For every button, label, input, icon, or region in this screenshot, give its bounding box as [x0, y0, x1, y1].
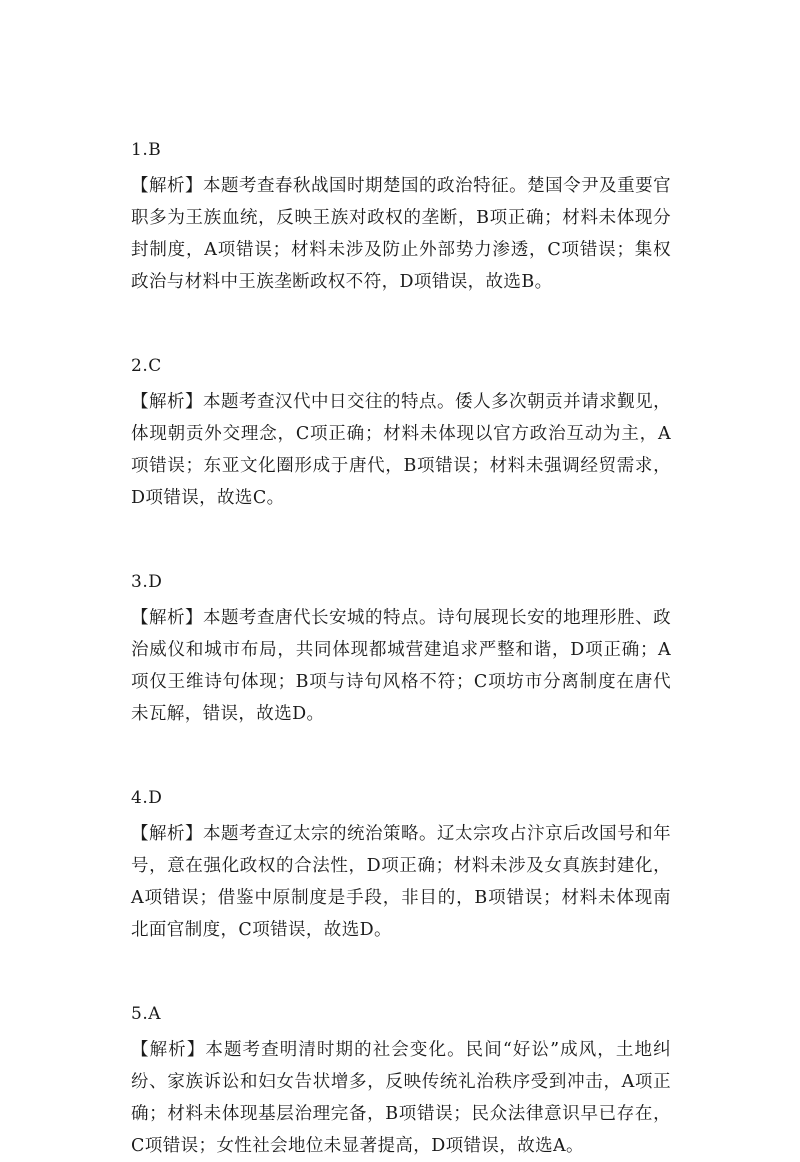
question-number: 1.B: [131, 140, 162, 160]
question-number: 2.C: [131, 356, 162, 376]
spacer: [131, 946, 671, 998]
question-analysis: 【解析】本题考查明清时期的社会变化。民间“好讼”成风，土地纠纷、家族诉讼和妇女告状增多，反映传统礼治秩序受到冲击，A项正确；材料未体现基层治理完备，B项错误；民众法律意识早已存在，C项错误；女性社会地位未显著提高，D项错误，故选A。: [131, 1040, 671, 1156]
question-3: [131, 566, 671, 730]
question-number: 3.D: [131, 572, 163, 592]
spacer: [131, 298, 671, 350]
question-number: 5.A: [131, 1004, 161, 1024]
question-1: [131, 134, 671, 298]
question-analysis: 【解析】本题考查唐代长安城的特点。诗句展现长安的地理形胜、政治威仪和城市布局，共同体现都城营建追求严整和谐，D项正确；A项仅王维诗句体现；B项与诗句风格不符；C项坊市分离制度在唐代未瓦解，错误，故选D。: [131, 608, 671, 724]
question-2: [131, 350, 671, 514]
question-number: 4.D: [131, 788, 163, 808]
question-analysis: 【解析】本题考查春秋战国时期楚国的政治特征。楚国令尹及重要官职多为王族血统，反映王族对政权的垄断，B项正确；材料未体现分封制度，A项错误；材料未涉及防止外部势力渗透，C项错误；集权政治与材料中王族垄断政权不符，D项错误，故选B。: [131, 176, 671, 292]
question-analysis: 【解析】本题考查汉代中日交往的特点。倭人多次朝贡并请求觐见，体现朝贡外交理念，C项正确；材料未体现以官方政治互动为主，A项错误；东亚文化圈形成于唐代，B项错误；材料未强调经贸需求，D项错误，故选C。: [131, 392, 671, 508]
question-4: [131, 782, 671, 946]
spacer: [131, 514, 671, 566]
answer-sheet: [131, 134, 671, 1162]
question-analysis: 【解析】本题考查辽太宗的统治策略。辽太宗攻占汴京后改国号和年号，意在强化政权的合法性，D项正确；材料未涉及女真族封建化，A项错误；借鉴中原制度是手段，非目的，B项错误；材料未体现南北面官制度，C项错误，故选D。: [131, 824, 671, 940]
question-5: [131, 998, 671, 1162]
spacer: [131, 730, 671, 782]
